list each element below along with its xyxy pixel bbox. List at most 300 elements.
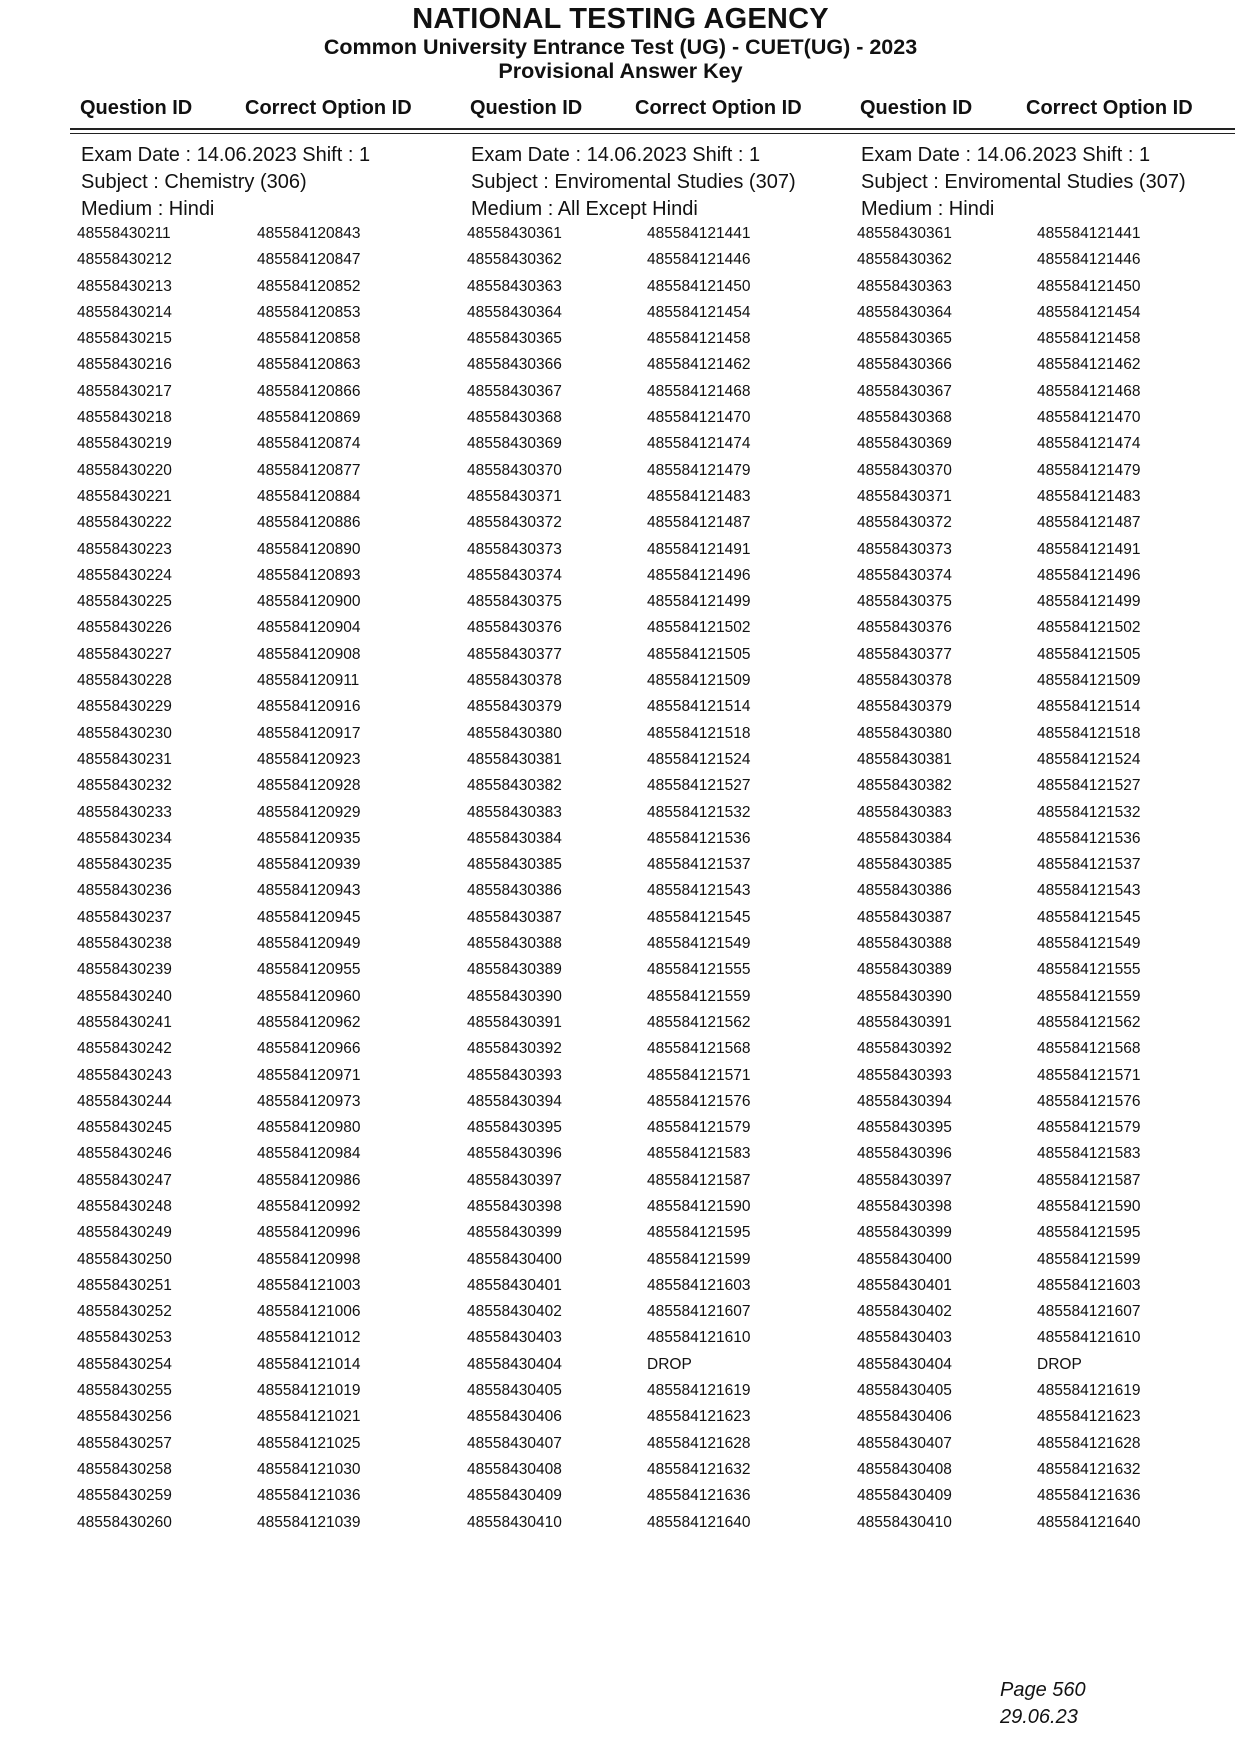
question-id: 48558430217 xyxy=(77,382,172,400)
question-id: 48558430380 xyxy=(857,724,952,742)
correct-option-id: 485584120858 xyxy=(257,330,361,348)
table-row xyxy=(77,514,467,540)
question-id: 48558430398 xyxy=(467,1197,562,1215)
table-row xyxy=(467,1145,857,1171)
question-id: 48558430246 xyxy=(77,1145,172,1163)
table-row xyxy=(857,1119,1241,1145)
medium-label: Medium : Hindi xyxy=(861,198,995,220)
table-row xyxy=(857,672,1241,698)
correct-option-id: 485584121555 xyxy=(647,961,751,979)
table-row xyxy=(857,251,1241,277)
question-id: 48558430385 xyxy=(857,856,952,874)
table-row xyxy=(857,909,1241,935)
table-row xyxy=(467,1382,857,1408)
correct-option-id: 485584121483 xyxy=(647,487,751,505)
table-row xyxy=(857,882,1241,908)
table-row xyxy=(857,935,1241,961)
question-id: 48558430398 xyxy=(857,1197,952,1215)
question-id: 48558430258 xyxy=(77,1460,172,1478)
table-row xyxy=(77,462,467,488)
correct-option-id: 485584121583 xyxy=(647,1145,751,1163)
correct-option-id: 485584120960 xyxy=(257,987,361,1005)
question-id: 48558430240 xyxy=(77,987,172,1005)
question-id: 48558430365 xyxy=(467,330,562,348)
table-row xyxy=(857,1356,1241,1382)
question-id: 48558430394 xyxy=(467,1092,562,1110)
question-id: 48558430397 xyxy=(467,1171,562,1189)
correct-option-id: 485584121468 xyxy=(647,382,751,400)
question-id: 48558430407 xyxy=(467,1434,562,1452)
question-id: 48558430371 xyxy=(467,487,562,505)
table-row xyxy=(857,830,1241,856)
correct-option-id: 485584121019 xyxy=(257,1382,361,1400)
correct-option-id: 485584121562 xyxy=(1037,1013,1141,1031)
table-row xyxy=(77,646,467,672)
page-number: Page 560 xyxy=(1000,1679,1086,1701)
table-row xyxy=(857,383,1241,409)
question-id: 48558430406 xyxy=(857,1408,952,1426)
question-id: 48558430382 xyxy=(857,777,952,795)
question-id: 48558430410 xyxy=(467,1513,562,1531)
question-id: 48558430383 xyxy=(467,803,562,821)
correct-option-id: 485584120984 xyxy=(257,1145,361,1163)
correct-option-id: 485584121568 xyxy=(647,1040,751,1058)
question-id: 48558430408 xyxy=(857,1460,952,1478)
table-row xyxy=(77,1251,467,1277)
correct-option-id: 485584120971 xyxy=(257,1066,361,1084)
correct-option-id: DROP xyxy=(647,1355,692,1373)
correct-option-id: 485584121571 xyxy=(1037,1066,1141,1084)
question-id: 48558430231 xyxy=(77,750,172,768)
question-id: 48558430224 xyxy=(77,566,172,584)
question-id: 48558430366 xyxy=(467,356,562,374)
question-id: 48558430367 xyxy=(467,382,562,400)
correct-option-id: 485584120877 xyxy=(257,461,361,479)
column-header-row xyxy=(0,97,1241,123)
table-row xyxy=(467,1093,857,1119)
table-row xyxy=(467,804,857,830)
question-id: 48558430253 xyxy=(77,1329,172,1347)
correct-option-id: 485584121603 xyxy=(647,1276,751,1294)
table-row xyxy=(77,278,467,304)
correct-option-id: 485584120893 xyxy=(257,566,361,584)
correct-option-id: 485584121545 xyxy=(1037,908,1141,926)
correct-option-id: 485584120916 xyxy=(257,698,361,716)
question-id: 48558430249 xyxy=(77,1224,172,1242)
table-row xyxy=(77,1303,467,1329)
correct-option-id: 485584121532 xyxy=(647,803,751,821)
correct-option-id: 485584121505 xyxy=(647,645,751,663)
question-id: 48558430375 xyxy=(467,593,562,611)
table-row xyxy=(77,1093,467,1119)
correct-option-id: 485584121579 xyxy=(1037,1119,1141,1137)
correct-option-id: 485584121458 xyxy=(647,330,751,348)
medium-label: Medium : All Except Hindi xyxy=(471,198,698,220)
question-id: 48558430214 xyxy=(77,303,172,321)
correct-option-id: 485584120874 xyxy=(257,435,361,453)
table-row xyxy=(77,435,467,461)
correct-option-id: 485584121619 xyxy=(1037,1382,1141,1400)
correct-option-id: 485584120863 xyxy=(257,356,361,374)
table-row xyxy=(467,1487,857,1513)
question-id: 48558430393 xyxy=(467,1066,562,1084)
correct-option-id: 485584120890 xyxy=(257,540,361,558)
correct-option-id: 485584120904 xyxy=(257,619,361,637)
question-id: 48558430361 xyxy=(467,225,562,242)
question-id: 48558430247 xyxy=(77,1171,172,1189)
answer-list-3 xyxy=(857,225,1241,1540)
correct-option-id: 485584120847 xyxy=(257,251,361,269)
question-id: 48558430362 xyxy=(467,251,562,269)
question-id: 48558430378 xyxy=(467,672,562,690)
question-id: 48558430364 xyxy=(467,303,562,321)
question-id: 48558430391 xyxy=(857,1013,952,1031)
question-id: 48558430213 xyxy=(77,277,172,295)
question-id: 48558430389 xyxy=(467,961,562,979)
table-row xyxy=(467,593,857,619)
question-id: 48558430230 xyxy=(77,724,172,742)
correct-option-id: 485584120911 xyxy=(257,672,360,690)
correct-option-id: 485584121491 xyxy=(647,540,751,558)
table-row xyxy=(77,1224,467,1250)
correct-option-id: 485584121514 xyxy=(1037,698,1141,716)
correct-option-id: 485584121454 xyxy=(647,303,751,321)
correct-option-id: 485584121462 xyxy=(647,356,751,374)
table-row xyxy=(857,961,1241,987)
table-row xyxy=(857,1014,1241,1040)
table-row xyxy=(857,777,1241,803)
correct-option-id: 485584120973 xyxy=(257,1092,361,1110)
table-row xyxy=(77,567,467,593)
correct-option-id: 485584121576 xyxy=(1037,1092,1141,1110)
table-row xyxy=(857,1145,1241,1171)
table-row xyxy=(467,646,857,672)
table-row xyxy=(857,988,1241,1014)
table-row xyxy=(467,856,857,882)
table-row xyxy=(467,1277,857,1303)
correct-option-id: 485584121568 xyxy=(1037,1040,1141,1058)
table-row xyxy=(467,462,857,488)
correct-option-id: 485584120943 xyxy=(257,882,361,900)
exam-date-shift: Exam Date : 14.06.2023 Shift : 1 xyxy=(81,144,371,166)
table-row xyxy=(77,330,467,356)
subject-label: Subject : Chemistry (306) xyxy=(81,171,307,193)
table-row xyxy=(77,882,467,908)
subject-label: Subject : Enviromental Studies (307) xyxy=(471,171,796,193)
table-row xyxy=(77,383,467,409)
answer-list-2 xyxy=(467,225,857,1540)
question-id: 48558430245 xyxy=(77,1119,172,1137)
table-row xyxy=(77,804,467,830)
header-divider xyxy=(70,128,1235,130)
question-id: 48558430409 xyxy=(467,1487,562,1505)
table-row xyxy=(467,830,857,856)
correct-option-id: 485584121610 xyxy=(1037,1329,1141,1347)
correct-option-id: 485584121487 xyxy=(647,514,751,532)
question-id: 48558430392 xyxy=(467,1040,562,1058)
correct-option-id: 485584121532 xyxy=(1037,803,1141,821)
correct-option-id: 485584120843 xyxy=(257,225,361,242)
question-id: 48558430242 xyxy=(77,1040,172,1058)
question-id: 48558430255 xyxy=(77,1382,172,1400)
correct-option-id: 485584121479 xyxy=(1037,461,1141,479)
correct-option-id: 485584121607 xyxy=(647,1303,751,1321)
question-id: 48558430394 xyxy=(857,1092,952,1110)
table-row xyxy=(467,383,857,409)
question-id: 48558430399 xyxy=(467,1224,562,1242)
table-row xyxy=(857,514,1241,540)
table-row xyxy=(467,1329,857,1355)
correct-option-id: 485584121470 xyxy=(647,409,751,427)
table-row xyxy=(77,1198,467,1224)
exam-date-shift: Exam Date : 14.06.2023 Shift : 1 xyxy=(471,144,761,166)
question-id: 48558430404 xyxy=(467,1355,562,1373)
table-row xyxy=(857,856,1241,882)
question-id: 48558430260 xyxy=(77,1513,172,1531)
table-row xyxy=(467,514,857,540)
table-row xyxy=(77,725,467,751)
question-id: 48558430212 xyxy=(77,251,172,269)
question-id: 48558430372 xyxy=(467,514,562,532)
correct-option-id: 485584121610 xyxy=(647,1329,751,1347)
correct-option-id: 485584120986 xyxy=(257,1171,361,1189)
correct-option-id: 485584121587 xyxy=(647,1171,751,1189)
answer-list-1 xyxy=(77,225,467,1540)
section-env-studies-all-except-hindi xyxy=(471,142,861,223)
table-row xyxy=(467,672,857,698)
column-header-question-id-2: Question ID xyxy=(470,97,583,119)
correct-option-id: 485584121458 xyxy=(1037,330,1141,348)
question-id: 48558430218 xyxy=(77,409,172,427)
table-row xyxy=(77,1067,467,1093)
correct-option-id: 485584121590 xyxy=(647,1197,751,1215)
question-id: 48558430373 xyxy=(857,540,952,558)
correct-option-id: 485584121527 xyxy=(647,777,751,795)
question-id: 48558430235 xyxy=(77,856,172,874)
column-header-question-id-1: Question ID xyxy=(80,97,193,119)
correct-option-id: 485584121590 xyxy=(1037,1197,1141,1215)
exam-name: Common University Entrance Test (UG) - CUET(UG) - 2023 xyxy=(323,35,918,59)
correct-option-id: 485584120945 xyxy=(257,908,361,926)
question-id: 48558430405 xyxy=(857,1382,952,1400)
table-row xyxy=(857,1067,1241,1093)
table-row xyxy=(857,1487,1241,1513)
correct-option-id: 485584120884 xyxy=(257,487,361,505)
table-row xyxy=(77,1382,467,1408)
table-row xyxy=(857,1040,1241,1066)
correct-option-id: 485584121595 xyxy=(647,1224,751,1242)
table-row xyxy=(857,541,1241,567)
table-row xyxy=(857,356,1241,382)
question-id: 48558430363 xyxy=(857,277,952,295)
column-header-correct-option-1: Correct Option ID xyxy=(245,97,412,119)
correct-option-id: 485584121030 xyxy=(257,1460,361,1478)
question-id: 48558430384 xyxy=(467,829,562,847)
table-row xyxy=(467,225,857,251)
table-row xyxy=(857,1224,1241,1250)
question-id: 48558430407 xyxy=(857,1434,952,1452)
table-row xyxy=(857,278,1241,304)
table-row xyxy=(857,1303,1241,1329)
question-id: 48558430228 xyxy=(77,672,172,690)
question-id: 48558430379 xyxy=(857,698,952,716)
question-id: 48558430396 xyxy=(857,1145,952,1163)
question-id: 48558430370 xyxy=(467,461,562,479)
question-id: 48558430387 xyxy=(857,908,952,926)
correct-option-id: 485584121603 xyxy=(1037,1276,1141,1294)
question-id: 48558430220 xyxy=(77,461,172,479)
question-id: 48558430373 xyxy=(467,540,562,558)
table-row xyxy=(857,646,1241,672)
correct-option-id: 485584121549 xyxy=(647,935,751,953)
table-row xyxy=(467,278,857,304)
question-id: 48558430372 xyxy=(857,514,952,532)
table-row xyxy=(467,1408,857,1434)
correct-option-id: 485584121632 xyxy=(1037,1460,1141,1478)
correct-option-id: 485584121499 xyxy=(647,593,751,611)
correct-option-id: 485584121524 xyxy=(1037,750,1141,768)
question-id: 48558430403 xyxy=(467,1329,562,1347)
question-id: 48558430401 xyxy=(467,1276,562,1294)
question-id: 48558430381 xyxy=(467,750,562,768)
table-row xyxy=(77,225,467,251)
question-id: 48558430395 xyxy=(467,1119,562,1137)
table-row xyxy=(77,1040,467,1066)
correct-option-id: 485584121527 xyxy=(1037,777,1141,795)
correct-option-id: 485584121559 xyxy=(1037,987,1141,1005)
table-row xyxy=(77,1514,467,1540)
question-id: 48558430211 xyxy=(77,225,171,242)
table-row xyxy=(857,1172,1241,1198)
question-id: 48558430243 xyxy=(77,1066,172,1084)
table-row xyxy=(77,961,467,987)
correct-option-id: 485584120852 xyxy=(257,277,361,295)
correct-option-id: 485584121509 xyxy=(1037,672,1141,690)
question-id: 48558430376 xyxy=(857,619,952,637)
question-id: 48558430395 xyxy=(857,1119,952,1137)
question-id: 48558430377 xyxy=(467,645,562,663)
question-id: 48558430225 xyxy=(77,593,172,611)
correct-option-id: 485584121441 xyxy=(1037,225,1141,242)
correct-option-id: 485584121462 xyxy=(1037,356,1141,374)
correct-option-id: 485584121537 xyxy=(1037,856,1141,874)
correct-option-id: 485584121619 xyxy=(647,1382,751,1400)
table-row xyxy=(77,1435,467,1461)
correct-option-id: 485584121536 xyxy=(647,829,751,847)
table-row xyxy=(467,330,857,356)
table-row xyxy=(77,830,467,856)
correct-option-id: 485584120949 xyxy=(257,935,361,953)
question-id: 48558430379 xyxy=(467,698,562,716)
correct-option-id: 485584121483 xyxy=(1037,487,1141,505)
correct-option-id: 485584121579 xyxy=(647,1119,751,1137)
question-id: 48558430410 xyxy=(857,1513,952,1531)
correct-option-id: 485584120996 xyxy=(257,1224,361,1242)
table-row xyxy=(77,856,467,882)
correct-option-id: 485584121446 xyxy=(1037,251,1141,269)
question-id: 48558430374 xyxy=(467,566,562,584)
table-row xyxy=(467,541,857,567)
correct-option-id: 485584120966 xyxy=(257,1040,361,1058)
question-id: 48558430215 xyxy=(77,330,172,348)
question-id: 48558430248 xyxy=(77,1197,172,1215)
table-row xyxy=(77,251,467,277)
question-id: 48558430388 xyxy=(467,935,562,953)
question-id: 48558430222 xyxy=(77,514,172,532)
question-id: 48558430219 xyxy=(77,435,172,453)
question-id: 48558430380 xyxy=(467,724,562,742)
correct-option-id: 485584120923 xyxy=(257,750,361,768)
table-row xyxy=(857,1408,1241,1434)
table-row xyxy=(77,356,467,382)
correct-option-id: 485584121039 xyxy=(257,1513,361,1531)
correct-option-id: 485584121025 xyxy=(257,1434,361,1452)
table-row xyxy=(467,988,857,1014)
document-type: Provisional Answer Key xyxy=(498,59,743,83)
question-id: 48558430400 xyxy=(857,1250,952,1268)
table-row xyxy=(77,619,467,645)
table-row xyxy=(77,488,467,514)
column-header-correct-option-2: Correct Option ID xyxy=(635,97,802,119)
table-row xyxy=(467,409,857,435)
table-row xyxy=(857,1382,1241,1408)
correct-option-id: 485584120935 xyxy=(257,829,361,847)
question-id: 48558430403 xyxy=(857,1329,952,1347)
correct-option-id: 485584121599 xyxy=(647,1250,751,1268)
table-row xyxy=(467,698,857,724)
correct-option-id: 485584121514 xyxy=(647,698,751,716)
table-row xyxy=(77,988,467,1014)
table-row xyxy=(857,567,1241,593)
table-row xyxy=(77,1461,467,1487)
question-id: 48558430375 xyxy=(857,593,952,611)
correct-option-id: 485584121003 xyxy=(257,1276,361,1294)
question-id: 48558430390 xyxy=(857,987,952,1005)
correct-option-id: 485584121559 xyxy=(647,987,751,1005)
question-id: 48558430368 xyxy=(857,409,952,427)
table-row xyxy=(857,751,1241,777)
table-row xyxy=(77,541,467,567)
question-id: 48558430237 xyxy=(77,908,172,926)
question-id: 48558430369 xyxy=(857,435,952,453)
table-row xyxy=(857,435,1241,461)
table-row xyxy=(77,1119,467,1145)
correct-option-id: 485584121628 xyxy=(1037,1434,1141,1452)
question-id: 48558430232 xyxy=(77,777,172,795)
table-row xyxy=(77,593,467,619)
question-id: 48558430390 xyxy=(467,987,562,1005)
question-id: 48558430362 xyxy=(857,251,952,269)
question-id: 48558430383 xyxy=(857,803,952,821)
correct-option-id: 485584121014 xyxy=(257,1355,361,1373)
correct-option-id: 485584120992 xyxy=(257,1197,361,1215)
correct-option-id: 485584120886 xyxy=(257,514,361,532)
correct-option-id: 485584121518 xyxy=(1037,724,1141,742)
table-row xyxy=(467,435,857,461)
question-id: 48558430382 xyxy=(467,777,562,795)
table-row xyxy=(857,462,1241,488)
table-row xyxy=(467,251,857,277)
correct-option-id: 485584120939 xyxy=(257,856,361,874)
table-row xyxy=(467,356,857,382)
correct-option-id: 485584121491 xyxy=(1037,540,1141,558)
correct-option-id: 485584121599 xyxy=(1037,1250,1141,1268)
question-id: 48558430244 xyxy=(77,1092,172,1110)
question-id: 48558430223 xyxy=(77,540,172,558)
table-row xyxy=(857,225,1241,251)
correct-option-id: 485584121006 xyxy=(257,1303,361,1321)
question-id: 48558430254 xyxy=(77,1355,172,1373)
